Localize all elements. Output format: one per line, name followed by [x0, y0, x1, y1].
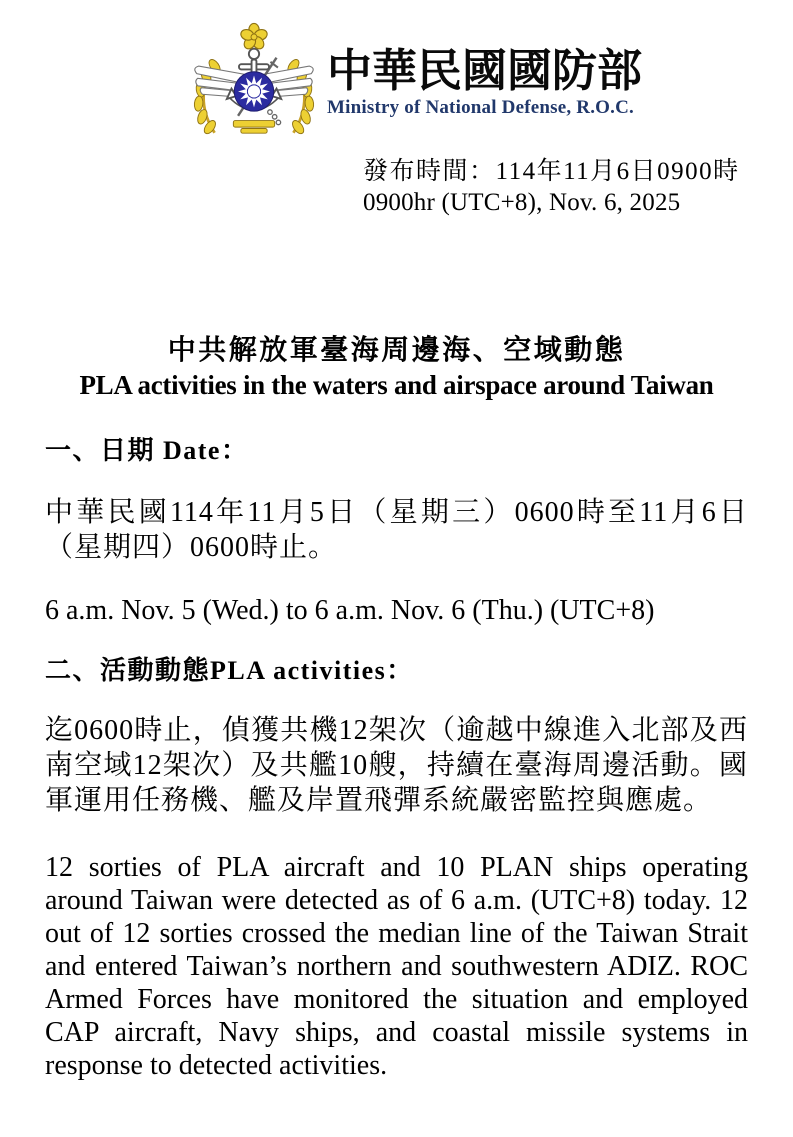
mnd-emblem-icon — [183, 22, 325, 144]
document-title-zh: 中共解放軍臺海周邊海、空域動態 — [167, 335, 626, 366]
release-time-block — [363, 156, 748, 218]
release-time-zh: 發布時間：114年11月6日0900時 — [363, 158, 740, 185]
document-page — [0, 22, 793, 1137]
org-name-en: Ministry of National Defense, R.O.C. — [327, 97, 634, 118]
activities-paragraph-en: 12 sorties of PLA aircraft and 10 PLAN ships operating around Taiwan were detected as of 6 a.m. (UTC+8) today. 12 out of 12 sorties crossed the median line of the Taiwan Strait and entered Taiwan’s northern and southwestern ADIZ. ROC Armed Forces have monitored the situation and employed CAP aircraft, Navy ships, and coastal missile systems in response to detected activities. — [45, 852, 748, 1081]
activities-paragraph-zh: 迄0600時止，偵獲共機12架次（逾越中線進入北部及西南空域12架次）及共艦10艘，持續在臺海周邊活動。國軍運用任務機、艦及岸置飛彈系統嚴密監控與應處。 — [45, 715, 748, 816]
org-names — [327, 46, 642, 119]
org-name-zh: 中華民國國防部 — [327, 46, 643, 96]
document-title — [45, 334, 748, 402]
section-activities-heading: 二、活動動態PLA activities： — [45, 656, 414, 685]
date-paragraph-zh: 中華民國114年11月5日（星期三）0600時至11月6日（星期四）0600時止。 — [45, 497, 748, 563]
section-date — [45, 435, 748, 627]
document-title-en: PLA activities in the waters and airspace around Taiwan — [79, 370, 714, 400]
section-date-heading: 一、日期 Date： — [45, 436, 249, 465]
masthead — [183, 22, 748, 144]
date-paragraph-en: 6 a.m. Nov. 5 (Wed.) to 6 a.m. Nov. 6 (Thu.) (UTC+8) — [45, 595, 655, 626]
section-activities — [45, 655, 748, 1082]
release-time-en: 0900hr (UTC+8), Nov. 6, 2025 — [363, 189, 681, 216]
